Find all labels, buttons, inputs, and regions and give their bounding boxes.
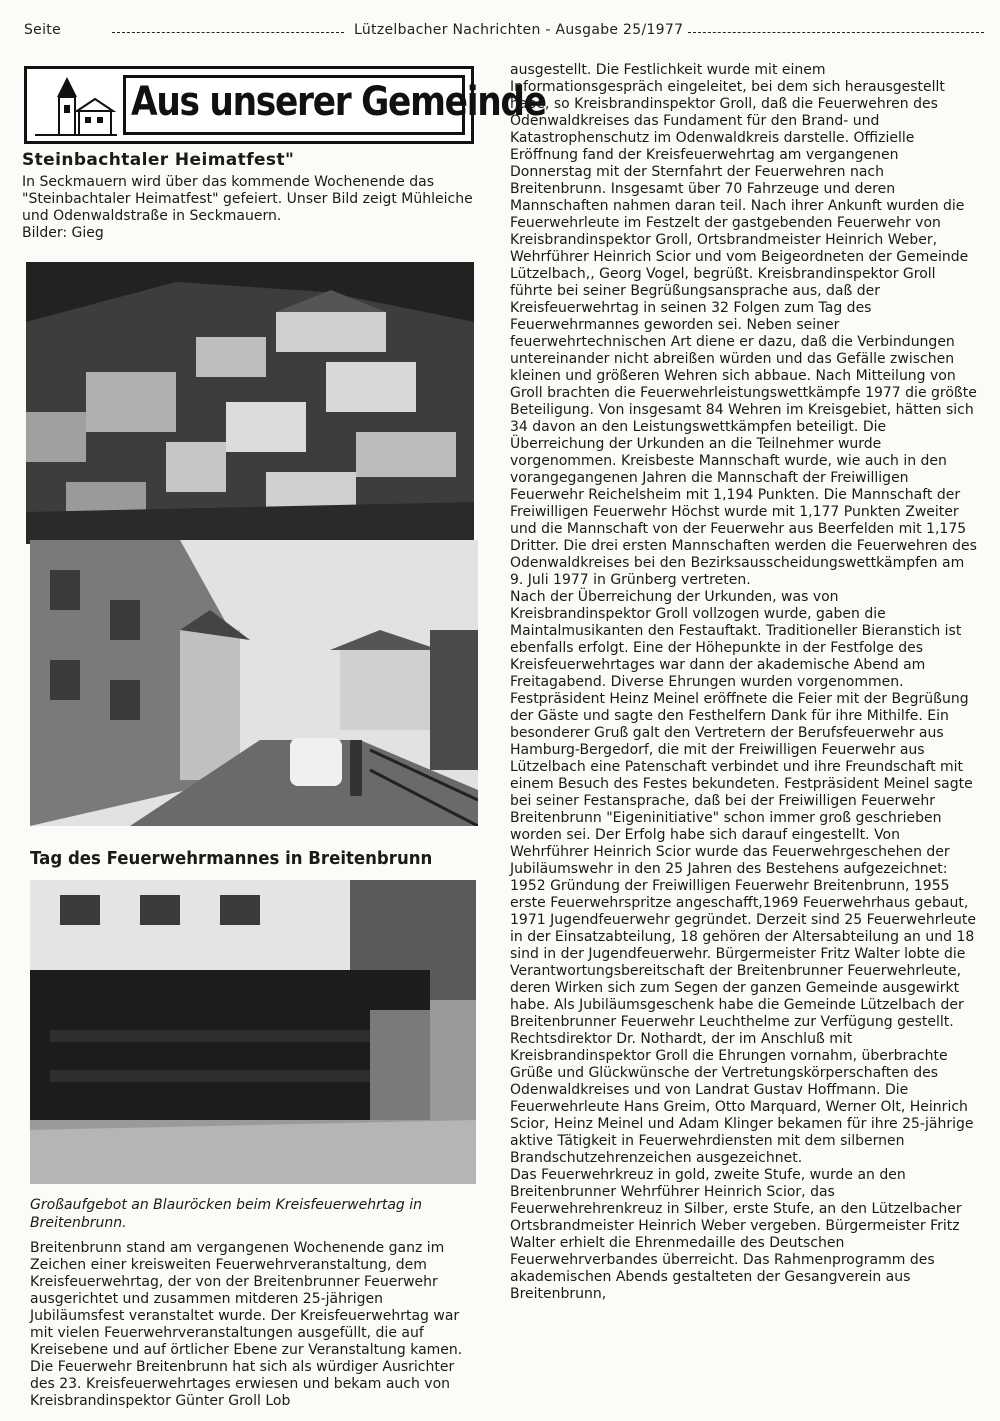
right-paragraph-3: Das Feuerwehrkreuz in gold, zweite Stufe, wurde an den Breitenbrunner Wehrführer Heinrich Scior, das Feuerwehrehrenkreuz in Silber, erste Stufe, an den Lützelbacher Ortsbrandmeister Heinrich Weber vergeben. Bürgermeister Fritz Walter erhielt die Ehrenmedaille des Deutschen Feuerwehrverbandes überreicht. Das Rahmenprogramm des akademischen Abends gestalteten der Gesangverein aus Breitenbrunn, — [510, 1167, 962, 1302]
feature2-heading: Tag des Feuerwehrmannes in Breitenbrunn — [30, 848, 433, 869]
church-icon — [33, 71, 119, 141]
feature1-intro — [22, 174, 478, 242]
logo-text: Aus unserer Gemeinde — [131, 79, 546, 125]
right-paragraph-2: Nach der Überreichung der Urkunden, was von Kreisbrandinspektor Groll vollzogen wurde, gaben die Maintalmusikanten den Festauftakt. Traditioneller Bieranstich ist ebenfalls erfolgt. Eine der Höhepunkte in der Festfolge des Kreisfeuerwehrtages war dann der akademische Abend am Freitagabend. Diverse Ehrungen wurden vorgenommen. Festpräsident Heinz Meinel eröffnete die Feier mit der Begrüßung der Gäste und sagte den Festhelfern Dank für ihre Mithilfe. Ein besonderer Gruß galt den Vertretern der Berufsfeuerwehr aus Hamburg-Bergedorf, die mit der Freiwilligen Feuerwehr aus Lützelbach eine Patenschaft verbindet und ihre Freundschaft mit einem Besuch des Festes bekundeten. Festpräsident Meinel sagte bei seiner Festansprache, daß bei der Freiwilligen Feuerwehr Breitenbrunn "Eigeninitiative" schon immer groß geschrieben worden sei. Der Erfolg habe sich darauf eingestellt. Von Wehrführer Heinrich Scior wurde das Feuerwehrgeschehen der Jubiläumswehr in den 25 Jahren des Bestehens aufgezeichnet: 1952 Gründung der Freiwilligen Feuerwehr Breitenbrunn, 1955 erste Feuerwehrspritze angeschafft,1969 Feuerwehrhaus gebaut, 1971 Jugendfeuerwehr gegründet. Derzeit sind 25 Feuerwehrleute in der Einsatzabteilung, 18 gehören der Altersabteilung an und 18 sind in der Jugendfeuerwehr. Bürgermeister Fritz Walter lobte die Verantwortungsbereitschaft der Breitenbrunner Feuerwehrleute, deren Wirken sich zum Segen der ganzen Gemeinde ausgewirkt habe. Als Jubiläumsgeschenk habe die Gemeinde Lützelbach der Breitenbrunner Feuerwehr Leuchthelme zur Verfügung gestellt. Rechtsdirektor Dr. Nothardt, der im Anschluß mit Kreisbrandinspektor Groll die Ehrungen vornahm, überbrachte Grüße und Glückwünsche der Vertretungskörperschaften des Odenwaldkreises und von Landrat Gustav Hoffmann. Die Feuerwehrleute Hans Greim, Otto Marquard, Werner Olt, Heinrich Scior, Heinz Meinel und Adam Klinger bekamen für ihre 25-jährige aktive Tätigkeit in Feuerwehrdiensten mit dem silbernen Brandschutzehrenzeichen ausgezeichnet. — [510, 589, 976, 1166]
feature1-text: In Seckmauern wird über das kommende Wochenende das "Steinbachtaler Heimatfest" gefeiert. Unser Bild zeigt Mühleiche und Odenwaldstraße in Seckmauern. — [22, 174, 473, 224]
village-photo — [26, 262, 474, 544]
parade-photo — [30, 880, 476, 1184]
street-photo — [30, 540, 478, 826]
header-rule-right — [688, 32, 984, 33]
photo-credit: Bilder: Gieg — [22, 225, 104, 241]
right-paragraph-1: ausgestellt. Die Festlichkeit wurde mit einem Informationsgespräch eingeleitet, bei dem sich herausgestellt habe, so Kreisbrandinspektor Groll, daß die Feuerwehren des Odenwaldkreises das Fundament für den Brand- und Katastrophenschutz im Odenwaldkreis darstelle. Offizielle Eröffnung fand der Kreisfeuerwehrtag am vergangenen Donnerstag mit der Sternfahrt der Feuerwehren nach Breitenbrunn. Insgesamt über 70 Fahrzeuge und deren Mannschaften nahmen daran teil. Nach ihrer Ankunft wurden die Feuerwehrleute im Festzelt der gastgebenden Feuerwehr von Kreisbrandinspektor Groll, Ortsbrandmeister Heinrich Weber, Wehrführer Heinrich Scior und vom Beigeordneten der Gemeinde Lützelbach,, Georg Vogel, begrüßt. Kreisbrandinspektor Groll führte bei seiner Begrüßungsansprache aus, daß der Kreisfeuerwehrtag in seinen 32 Folgen zum Tag des Feuerwehrmannes geworden sei. Neben seiner feuerwehrtechnischen Art diene er dazu, daß die Verbindungen untereinander nicht abreißen würden und das Gefälle zwischen kleinen und größeren Wehren sich abbaue. Nach Mitteilung von Groll brachten die Feuerwehrleistungswettkämpfe 1977 die größte Beteiligung. Von insgesamt 84 Wehren im Kreisgebiet, hätten sich 34 davon an den Leistungswettkämpfen beteiligt. Die Überreichung der Urkunden an die Teilnehmer wurde vorgenommen. Kreisbeste Mannschaft wurde, wie auch in den vorangegangenen Jahren die Mannschaft der Freiwilligen Feuerwehr Reichelsheim mit 1,194 Punkten. Die Mannschaft der Freiwilligen Feuerwehr Höchst wurde mit 1,177 Punkten Zweiter und die Mannschaft von der Feuerwehr aus Beerfelden mit 1,175 Dritter. Die drei ersten Mannschaften werden die Feuerwehren des Odenwaldkreises bei den Bezirksausscheidungswettkämpfen am 9. Juli 1977 in Grünberg vertreten. — [510, 62, 977, 588]
newsletter-title: Lützelbacher Nachrichten - Ausgabe 25/1977 — [354, 22, 684, 38]
right-article-body — [510, 62, 980, 1303]
photo-caption: Großaufgebot an Blauröcken beim Kreisfeuerwehrtag in Breitenbrunn. — [30, 1197, 423, 1231]
feature1-heading: Steinbachtaler Heimatfest" — [22, 150, 295, 170]
left-paragraph: Breitenbrunn stand am vergangenen Wochenende ganz im Zeichen einer kreisweiten Feuerwehrveranstaltung, dem Kreisfeuerwehrtag, der von der Breitenbrunner Feuerwehr ausgerichtet und zusammen mitderen 25-jährigen Jubiläumsfest veranstaltet wurde. Der Kreisfeuerwehrtag war mit vielen Feuerwehrveranstaltungen ausgefüllt, die auf Kreisebene und auf örtlicher Ebene zur Veranstaltung kamen. Die Feuerwehr Breitenbrunn hat sich als würdiger Ausrichter des 23. Kreisfeuerwehrtages erwiesen und bekam auch von Kreisbrandinspektor Günter Groll Lob — [30, 1240, 463, 1409]
left-article-body — [30, 1240, 478, 1410]
page-label: Seite — [24, 22, 61, 38]
section-logo — [24, 66, 546, 144]
page-header — [24, 20, 984, 42]
header-rule-left — [112, 32, 344, 33]
